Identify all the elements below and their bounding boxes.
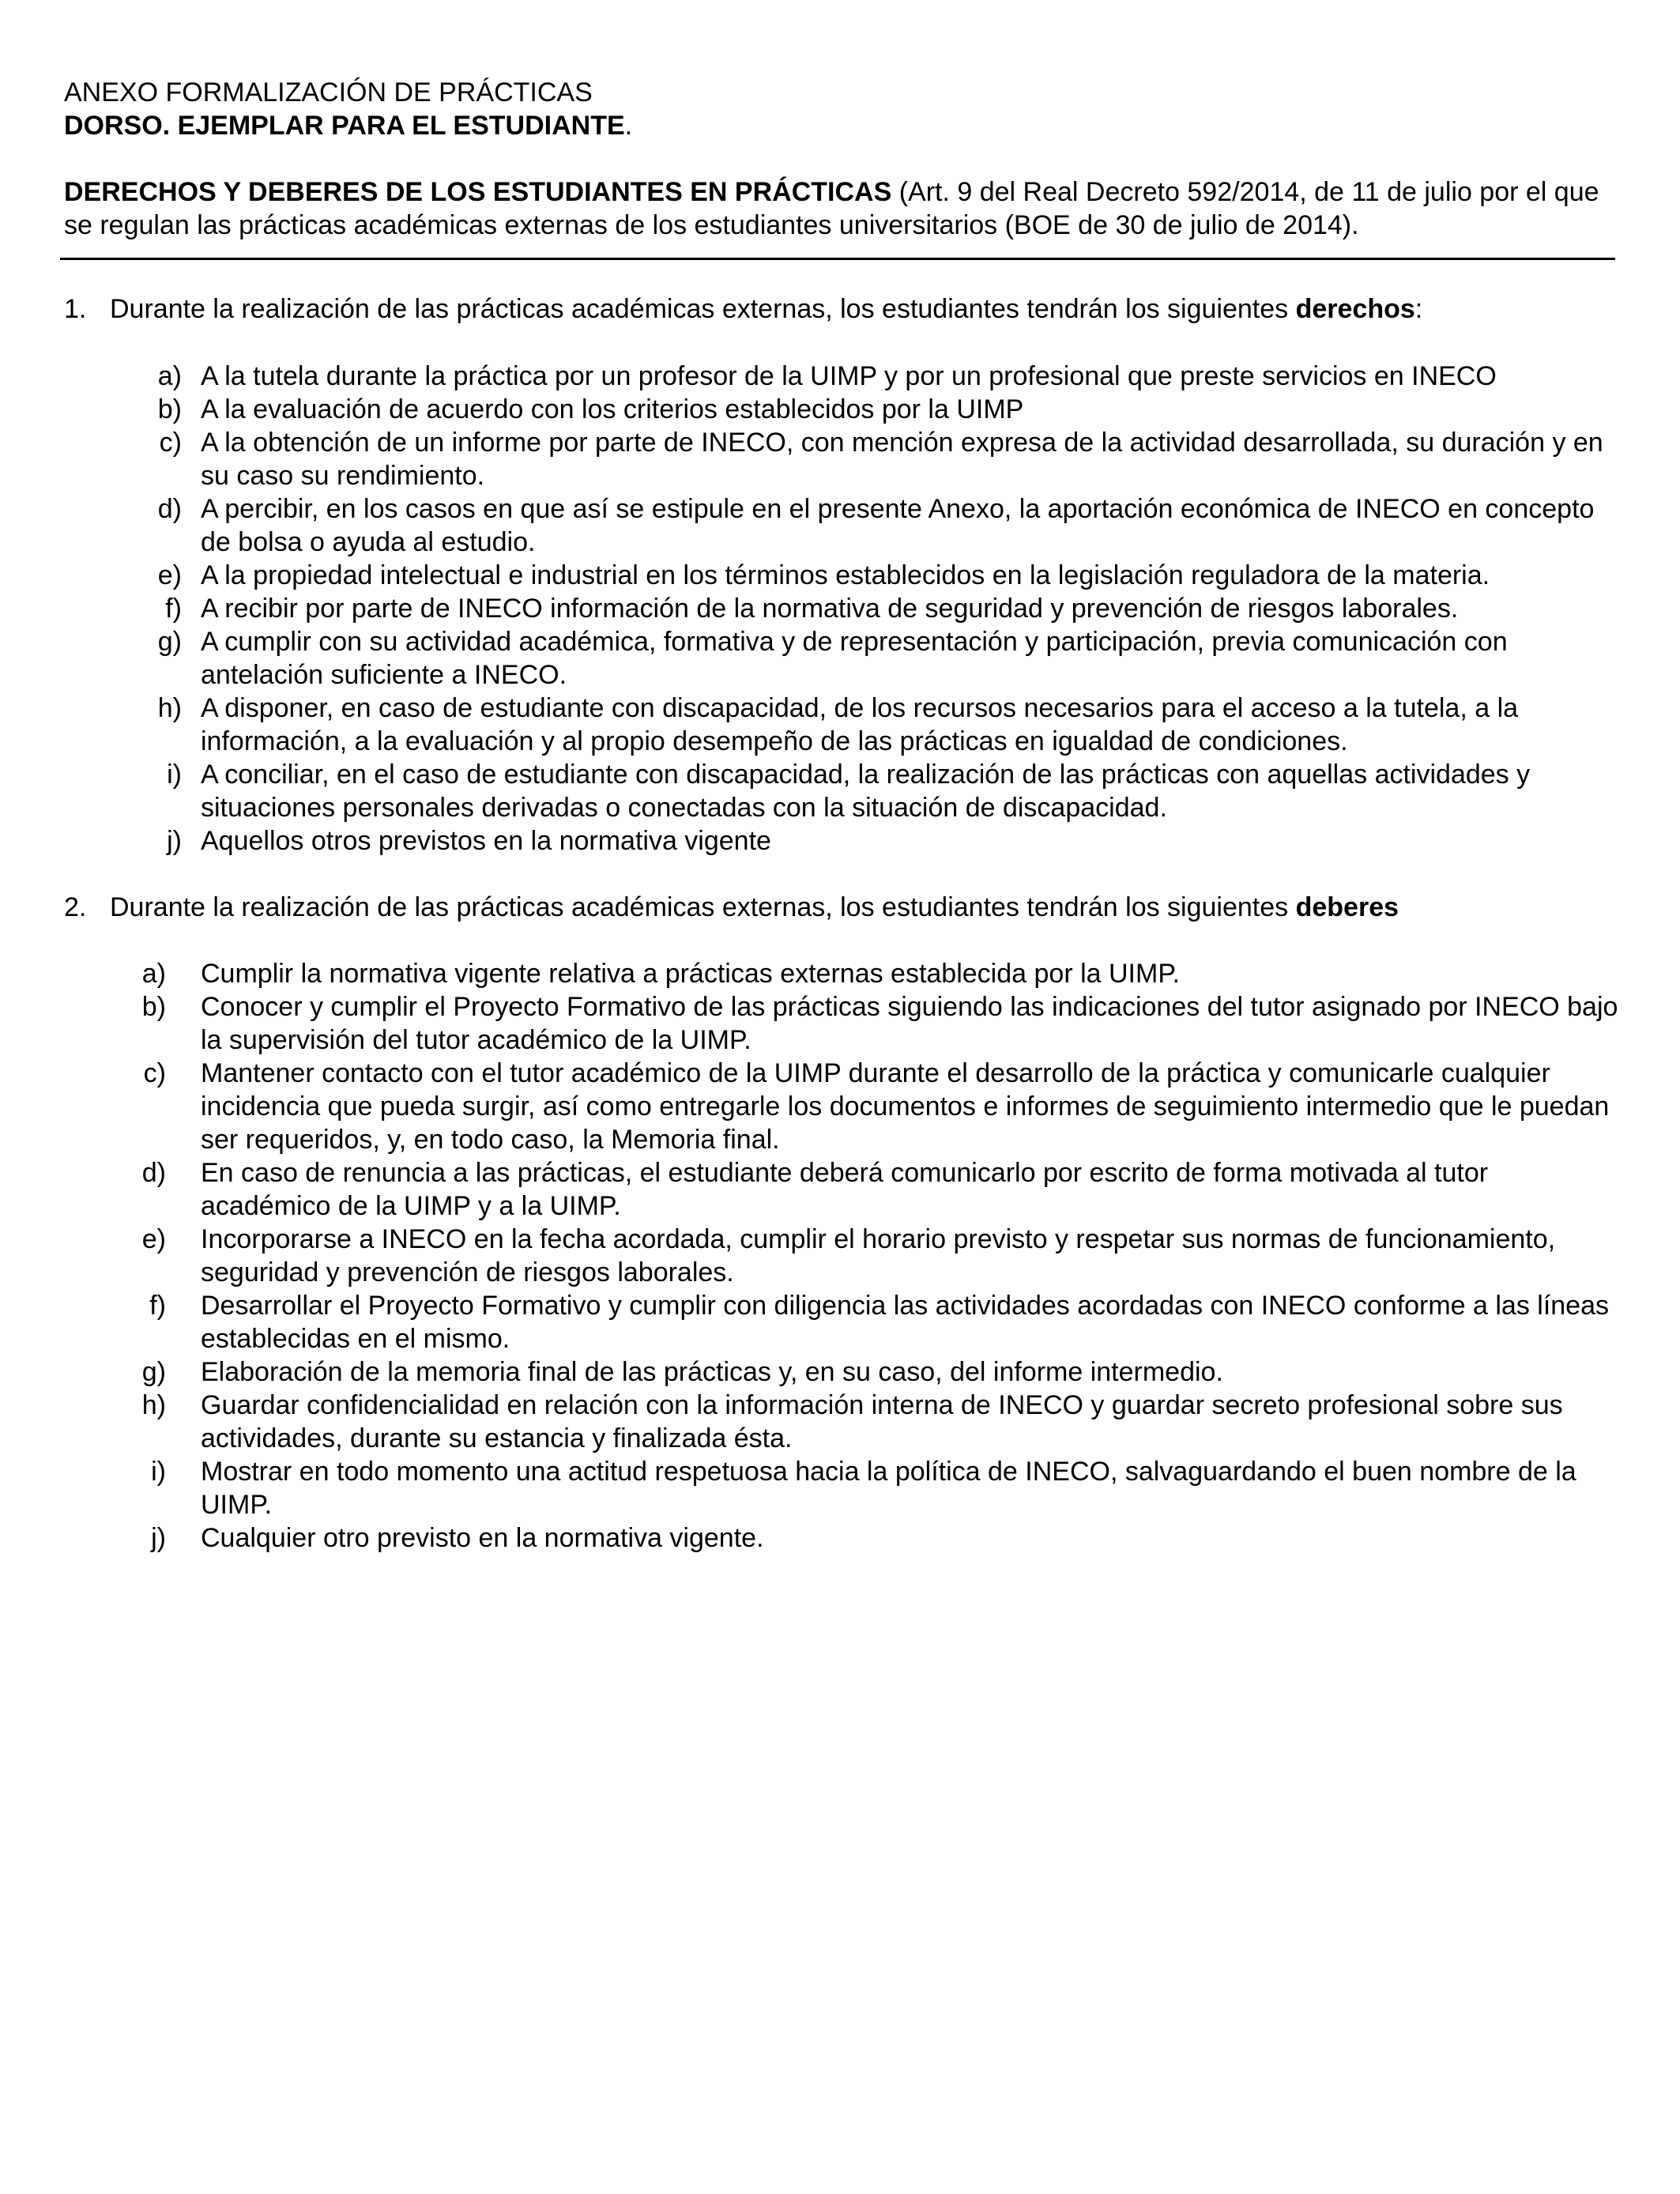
duties-item [0, 957, 1680, 990]
rights-item-text: A cumplir con su actividad académica, formativa y de representación y participación, previa comunicación con antelación suficiente a INECO. [201, 627, 1508, 690]
duties-item-text: Mantener contacto con el tutor académico de la UIMP durante el desarrollo de la práctica y comunicarle cualquier incidencia que pueda surgir, así como entregarle los documentos e informes de seguimiento intermedio que le puedan ser requeridos, y, en todo caso, la Memoria final. [201, 1058, 1610, 1155]
duties-number: 2. [64, 892, 87, 922]
duties-item-letter: b) [141, 992, 166, 1022]
document-header [64, 76, 632, 142]
rights-intro [64, 292, 1629, 326]
header-subtitle-tail: . [624, 111, 633, 141]
rights-item [0, 625, 1680, 692]
header-subtitle-bold: DORSO. EJEMPLAR PARA EL ESTUDIANTE [64, 111, 625, 141]
duties-intro-text: Durante la realización de las prácticas académicas externas, los estudiantes tendrán los siguientes [110, 892, 1296, 922]
duties-item-letter: f) [149, 1291, 166, 1321]
rights-item-letter: a) [157, 361, 182, 391]
duties-list [0, 957, 1680, 1555]
rights-item-text: A la evaluación de acuerdo con los criterios establecidos por la UIMP [201, 394, 1024, 424]
duties-item [0, 1223, 1680, 1289]
rights-item [0, 592, 1680, 625]
duties-item-letter: d) [141, 1158, 166, 1188]
rights-number: 1. [64, 294, 87, 324]
rights-item-letter: f) [165, 594, 182, 624]
section-title-reference: (Art. 9 del Real Decreto 592/2014, de 11 de julio por el que se regulan las prácticas académicas externas de los estudiantes universitarios (BOE de 30 de julio de 2014). [64, 177, 1599, 240]
duties-item [0, 1156, 1680, 1223]
duties-item-letter: e) [141, 1224, 166, 1254]
rights-item-letter: j) [167, 826, 182, 856]
duties-item-letter: j) [151, 1523, 166, 1553]
header-title: ANEXO FORMALIZACIÓN DE PRÁCTICAS [64, 77, 593, 107]
duties-keyword: deberes [1295, 892, 1399, 922]
rights-item [0, 692, 1680, 758]
rights-keyword: derechos [1295, 294, 1415, 324]
rights-intro-text: Durante la realización de las prácticas académicas externas, los estudiantes tendrán los siguientes [110, 294, 1296, 324]
rights-item-letter: e) [157, 560, 182, 590]
duties-item-text: Incorporarse a INECO en la fecha acordada, cumplir el horario previsto y respetar sus normas de funcionamiento, seguridad y prevención de riesgos laborales. [201, 1224, 1556, 1287]
rights-item [0, 559, 1680, 592]
duties-item-letter: i) [151, 1457, 166, 1487]
rights-intro-tail: : [1414, 294, 1423, 324]
duties-item-text: Cumplir la normativa vigente relativa a prácticas externas establecida por la UIMP. [201, 959, 1181, 989]
duties-item-text: Guardar confidencialidad en relación con la información interna de INECO y guardar secreto profesional sobre sus actividades, durante su estancia y finalizada ésta. [201, 1390, 1563, 1453]
duties-item [0, 1355, 1680, 1389]
duties-item-text: Conocer y cumplir el Proyecto Formativo de las prácticas siguiendo las indicaciones del tutor asignado por INECO bajo la supervisión del tutor académico de la UIMP. [201, 992, 1618, 1055]
rights-item-text: A conciliar, en el caso de estudiante con discapacidad, la realización de las prácticas con aquellas actividades y situaciones personales derivadas o conectadas con la situación de discapacidad. [201, 760, 1531, 823]
duties-item [0, 1057, 1680, 1156]
rights-item-letter: c) [159, 428, 182, 458]
rights-item-letter: g) [157, 627, 182, 657]
duties-item [0, 1455, 1680, 1521]
duties-item-text: Mostrar en todo momento una actitud respetuosa hacia la política de INECO, salvaguardando el buen nombre de la UIMP. [201, 1457, 1576, 1520]
rights-item [0, 426, 1680, 492]
duties-item-letter: c) [143, 1058, 166, 1088]
rights-item-text: Aquellos otros previstos en la normativa vigente [201, 826, 771, 856]
rights-item [0, 758, 1680, 824]
header-subtitle [64, 109, 632, 142]
rights-item-letter: h) [157, 693, 182, 723]
rights-item [0, 360, 1680, 393]
rights-item [0, 492, 1680, 559]
section-title-bold: DERECHOS Y DEBERES DE LOS ESTUDIANTES EN PRÁCTICAS [64, 177, 892, 207]
duties-item [0, 1389, 1680, 1455]
rights-item-text: A disponer, en caso de estudiante con discapacidad, de los recursos necesarios para el acceso a la tutela, a la información, a la evaluación y al propio desempeño de las prácticas en igualdad de condiciones. [201, 693, 1519, 756]
duties-item-text: En caso de renuncia a las prácticas, el estudiante deberá comunicarlo por escrito de forma motivada al tutor académico de la UIMP y a la UIMP. [201, 1158, 1489, 1221]
rights-item-text: A la obtención de un informe por parte de INECO, con mención expresa de la actividad desarrollada, su duración y en su caso su rendimiento. [201, 428, 1603, 491]
rights-item-letter: d) [157, 494, 182, 524]
rights-item [0, 393, 1680, 426]
duties-item [0, 1289, 1680, 1355]
duties-item [0, 990, 1680, 1057]
duties-intro [64, 891, 1629, 924]
rights-item-text: A la propiedad intelectual e industrial en los términos establecidos en la legislación reguladora de la materia. [201, 560, 1490, 590]
duties-item-text: Desarrollar el Proyecto Formativo y cumplir con diligencia las actividades acordadas con INECO conforme a las líneas establecidas en el mismo. [201, 1291, 1609, 1354]
duties-item-text: Elaboración de la memoria final de las prácticas y, en su caso, del informe intermedio. [201, 1357, 1223, 1387]
section-title [64, 175, 1621, 242]
duties-item [0, 1521, 1680, 1555]
duties-item-letter: g) [141, 1357, 166, 1387]
rights-item [0, 824, 1680, 858]
duties-item-text: Cualquier otro previsto en la normativa vigente. [201, 1523, 764, 1553]
rights-list [0, 360, 1680, 858]
rights-item-text: A percibir, en los casos en que así se estipule en el presente Anexo, la aportación económica de INECO en concepto de bolsa o ayuda al estudio. [201, 494, 1595, 557]
horizontal-rule [60, 258, 1615, 260]
duties-item-letter: h) [141, 1390, 166, 1420]
duties-item-letter: a) [141, 959, 166, 989]
rights-item-text: A recibir por parte de INECO información de la normativa de seguridad y prevención de riesgos laborales. [201, 594, 1459, 624]
rights-item-letter: i) [167, 760, 182, 790]
rights-item-text: A la tutela durante la práctica por un profesor de la UIMP y por un profesional que preste servicios en INECO [201, 361, 1497, 391]
rights-item-letter: b) [157, 394, 182, 424]
